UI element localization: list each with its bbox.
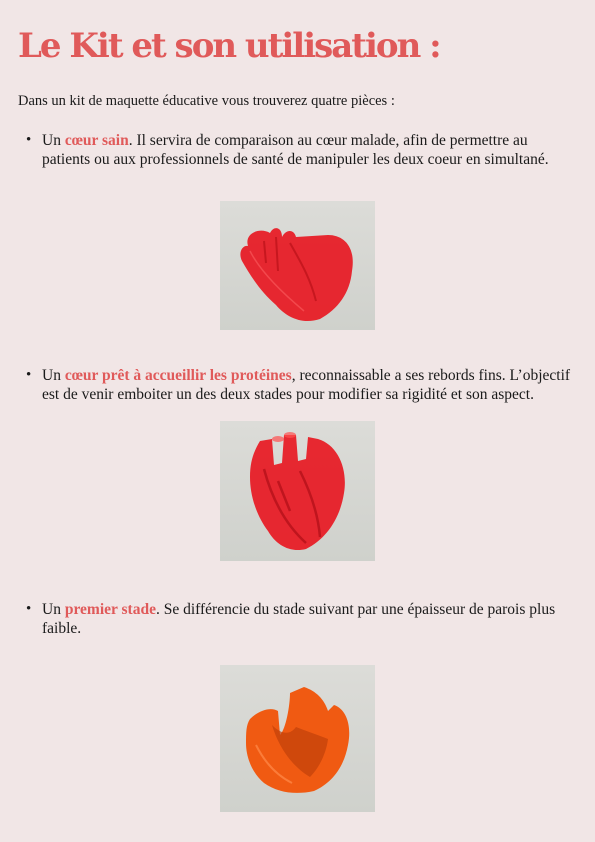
- protein-ready-heart-image: [220, 421, 375, 561]
- bullet-icon: •: [26, 132, 32, 148]
- intro-text: Dans un kit de maquette éducative vous trouverez quatre pièces :: [18, 93, 395, 109]
- bullet-icon: •: [26, 367, 32, 383]
- list-item: • Un premier stade. Se différencie du stade suivant par une épaisseur de parois plus faible.: [26, 601, 556, 637]
- list-item: • Un cœur prêt à accueillir les protéines, reconnaissable a ses rebords fins. L’objectif est de venir emboiter un des deux stades pour modifier sa rigidité et son aspect.: [26, 367, 571, 403]
- highlight-term: premier stade: [64, 601, 156, 618]
- page-title: Le Kit et son utilisation :: [18, 26, 440, 66]
- highlight-term: cœur sain: [64, 132, 129, 149]
- first-stage-image: [220, 665, 375, 812]
- first-stage-photo: [220, 665, 375, 812]
- list-item: • Un cœur sain. Il servira de comparaison au cœur malade, afin de permettre au patients ou aux professionnels de santé de manipuler les deux coeur en simultané.: [26, 132, 549, 168]
- protein-ready-heart-photo: [220, 421, 375, 561]
- healthy-heart-image: [220, 201, 375, 330]
- highlight-term: cœur prêt à accueillir les protéines: [64, 367, 292, 384]
- bullet-icon: •: [26, 601, 32, 617]
- healthy-heart-photo: [220, 201, 375, 330]
